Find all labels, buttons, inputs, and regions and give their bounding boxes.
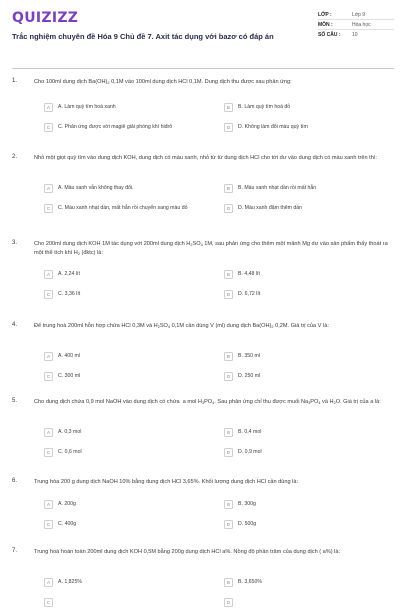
option-a[interactable] xyxy=(44,182,214,194)
option-c[interactable] xyxy=(44,518,214,530)
option-d[interactable] xyxy=(224,596,389,608)
meta-value: 10 xyxy=(352,32,358,38)
header-divider xyxy=(12,68,394,69)
meta-panel xyxy=(318,10,394,40)
option-text: A. 200g xyxy=(58,500,76,507)
option-letter-badge: D xyxy=(224,123,233,132)
document-header xyxy=(0,0,400,62)
option-letter-badge: D xyxy=(224,372,233,381)
meta-row-subject xyxy=(318,20,394,30)
option-text: D. 6,72 lít xyxy=(238,290,261,297)
meta-row-count xyxy=(318,30,394,40)
option-letter-badge: D xyxy=(224,598,233,607)
option-a[interactable] xyxy=(44,498,214,510)
option-letter-badge: D xyxy=(224,204,233,213)
option-text: D. 500g xyxy=(238,520,257,527)
option-letter-badge: D xyxy=(224,290,233,299)
option-letter-badge: B xyxy=(224,500,233,509)
meta-key: MÔN : xyxy=(318,21,333,28)
option-letter-badge: B xyxy=(224,103,233,112)
option-text: A. 1,825% xyxy=(58,578,82,585)
option-c[interactable] xyxy=(44,288,214,300)
option-letter-badge: B xyxy=(224,352,233,361)
quizizz-logo: QUIZIZZ xyxy=(12,10,79,26)
option-c[interactable] xyxy=(44,446,214,458)
question-number: 3. xyxy=(12,240,18,246)
option-letter-badge: C xyxy=(44,598,53,607)
option-d[interactable] xyxy=(224,370,389,382)
option-letter-badge: A xyxy=(44,103,53,112)
option-letter-badge: B xyxy=(224,270,233,279)
option-b[interactable] xyxy=(224,268,389,280)
option-text: D. Không làm đổi màu quỳ tím xyxy=(238,123,308,130)
option-letter-badge: C xyxy=(44,123,53,132)
option-text: B. 0,4 mol xyxy=(238,428,262,435)
option-a[interactable] xyxy=(44,426,214,438)
option-c[interactable] xyxy=(44,202,214,214)
option-letter-badge: C xyxy=(44,448,53,457)
option-a[interactable] xyxy=(44,268,214,280)
option-text: D. 250 ml xyxy=(238,372,261,379)
option-b[interactable] xyxy=(224,350,389,362)
option-text: C. 300 ml xyxy=(58,372,81,379)
option-letter-badge: C xyxy=(44,520,53,529)
option-letter-badge: A xyxy=(44,500,53,509)
question-text: Cho 100ml dung dịch $Ba(OH)_2$ 0,1M vào 100ml dung dịch HCl 0,1M. Dung dịch thu được sau phản ứng: xyxy=(34,79,292,85)
question-number: 2. xyxy=(12,154,18,160)
option-d[interactable] xyxy=(224,121,389,133)
option-b[interactable] xyxy=(224,498,389,510)
question-text: Để trung hoà 200ml hỗn hợp chứa HCl 0,3M và $H_2SO_4$ 0,1M cần dùng V (ml) dung dịch $Ba(OH)_2$ 0,2M. Giá trị của V là: xyxy=(34,323,329,329)
question-text: Trung hoà hoàn toàn 200ml dung dịch KOH 0,5M bằng 200g dung dịch HCl a%. Nồng độ phần trăm của dung dịch ( a%) là: xyxy=(34,549,341,555)
option-text: A. 0,3 mol xyxy=(58,428,82,435)
option-d[interactable] xyxy=(224,518,389,530)
option-text: B. 350 ml xyxy=(238,352,260,359)
question-text: Nhỏ một giọt quỳ tím vào dung dịch KOH, dung dịch có màu xanh, nhỏ từ từ dung dịch HCl cho tới dư vào dung dịch có màu xanh trên thì: xyxy=(34,155,377,161)
option-text: C. 0,6 mol xyxy=(58,448,82,455)
option-letter-badge: B xyxy=(224,184,233,193)
option-letter-badge: A xyxy=(44,428,53,437)
option-a[interactable] xyxy=(44,350,214,362)
meta-key: LỚP : xyxy=(318,11,332,18)
option-b[interactable] xyxy=(224,426,389,438)
option-letter-badge: B xyxy=(224,578,233,587)
question-number: 7. xyxy=(12,548,18,554)
option-text: C. Màu xanh nhạt dần, mất hẳn rồi chuyển sang màu đỏ xyxy=(58,204,188,211)
meta-key: SỐ CÂU : xyxy=(318,32,341,38)
option-text: D. 0,9 mol xyxy=(238,448,262,455)
option-d[interactable] xyxy=(224,288,389,300)
option-c[interactable] xyxy=(44,596,214,608)
meta-value: Lớp 9 xyxy=(352,11,366,18)
meta-value: Hóa học xyxy=(352,21,371,28)
option-letter-badge: C xyxy=(44,290,53,299)
option-letter-badge: A xyxy=(44,578,53,587)
question-text: Trung hòa 200 g dung dịch NaOH 10% bằng dung dịch HCl 3,65%. Khối lượng dung dịch HCl cần dùng là: xyxy=(34,479,299,485)
option-letter-badge: A xyxy=(44,270,53,279)
question-number: 6. xyxy=(12,478,18,484)
question-number: 1. xyxy=(12,78,18,84)
option-letter-badge: C xyxy=(44,372,53,381)
question-text: Cho dung dịch chứa 0,9 mol NaOH vào dung dịch có chứa a mol $H_3PO_4$. Sau phản ứng chỉ thu được muối $Na_3PO_4$ và $H_2O$. Giá trị của a là: xyxy=(34,399,381,405)
option-text: B. Làm quỳ tím hoá đỏ xyxy=(238,103,291,110)
option-a[interactable] xyxy=(44,576,214,588)
option-text: B. 300g xyxy=(238,500,256,507)
question-number: 4. xyxy=(12,322,18,328)
question-text: Cho 200ml dung dịch KOH 1M tác dụng với 200ml dung dịch $H_2SO_4$ 1M, sau phản ứng cho thêm một mảnh Mg dư vào sản phẩm thấy thoát ra một thể tích khí $H_2$ (đktc) là: xyxy=(34,241,388,256)
option-text: C. 400g xyxy=(58,520,77,527)
option-letter-badge: D xyxy=(224,520,233,529)
option-b[interactable] xyxy=(224,576,389,588)
option-text: C. Phản ứng được với magiê giải phóng khí hiđrô xyxy=(58,123,173,130)
meta-row-grade xyxy=(318,10,394,20)
option-letter-badge: B xyxy=(224,428,233,437)
option-letter-badge: C xyxy=(44,204,53,213)
option-letter-badge: A xyxy=(44,352,53,361)
option-text: D. Màu xanh đậm thêm dần xyxy=(238,204,303,211)
option-text: C. 3,36 lít xyxy=(58,290,81,297)
option-d[interactable] xyxy=(224,446,389,458)
option-text: B. 4,48 lít xyxy=(238,270,260,277)
option-text: A. Làm quỳ tím hoá xanh xyxy=(58,103,116,110)
option-letter-badge: D xyxy=(224,448,233,457)
option-b[interactable] xyxy=(224,101,389,113)
question-number: 5. xyxy=(12,398,18,404)
document-title: Trắc nghiệm chuyên đề Hóa 9 Chủ đề 7. Axit tác dụng với bazơ có đáp án xyxy=(12,32,274,41)
option-d[interactable] xyxy=(224,202,389,214)
option-text: B. Màu xanh nhạt dần rồi mất hẳn xyxy=(238,184,317,191)
option-c[interactable] xyxy=(44,121,214,133)
option-text: A. 400 ml xyxy=(58,352,80,359)
option-letter-badge: A xyxy=(44,184,53,193)
option-c[interactable] xyxy=(44,370,214,382)
option-text: A. 2,24 lít xyxy=(58,270,80,277)
option-a[interactable] xyxy=(44,101,214,113)
option-b[interactable] xyxy=(224,182,389,194)
option-text: B. 3,650% xyxy=(238,578,262,585)
option-text: A. Màu xanh vẫn không thay đổi. xyxy=(58,184,134,191)
